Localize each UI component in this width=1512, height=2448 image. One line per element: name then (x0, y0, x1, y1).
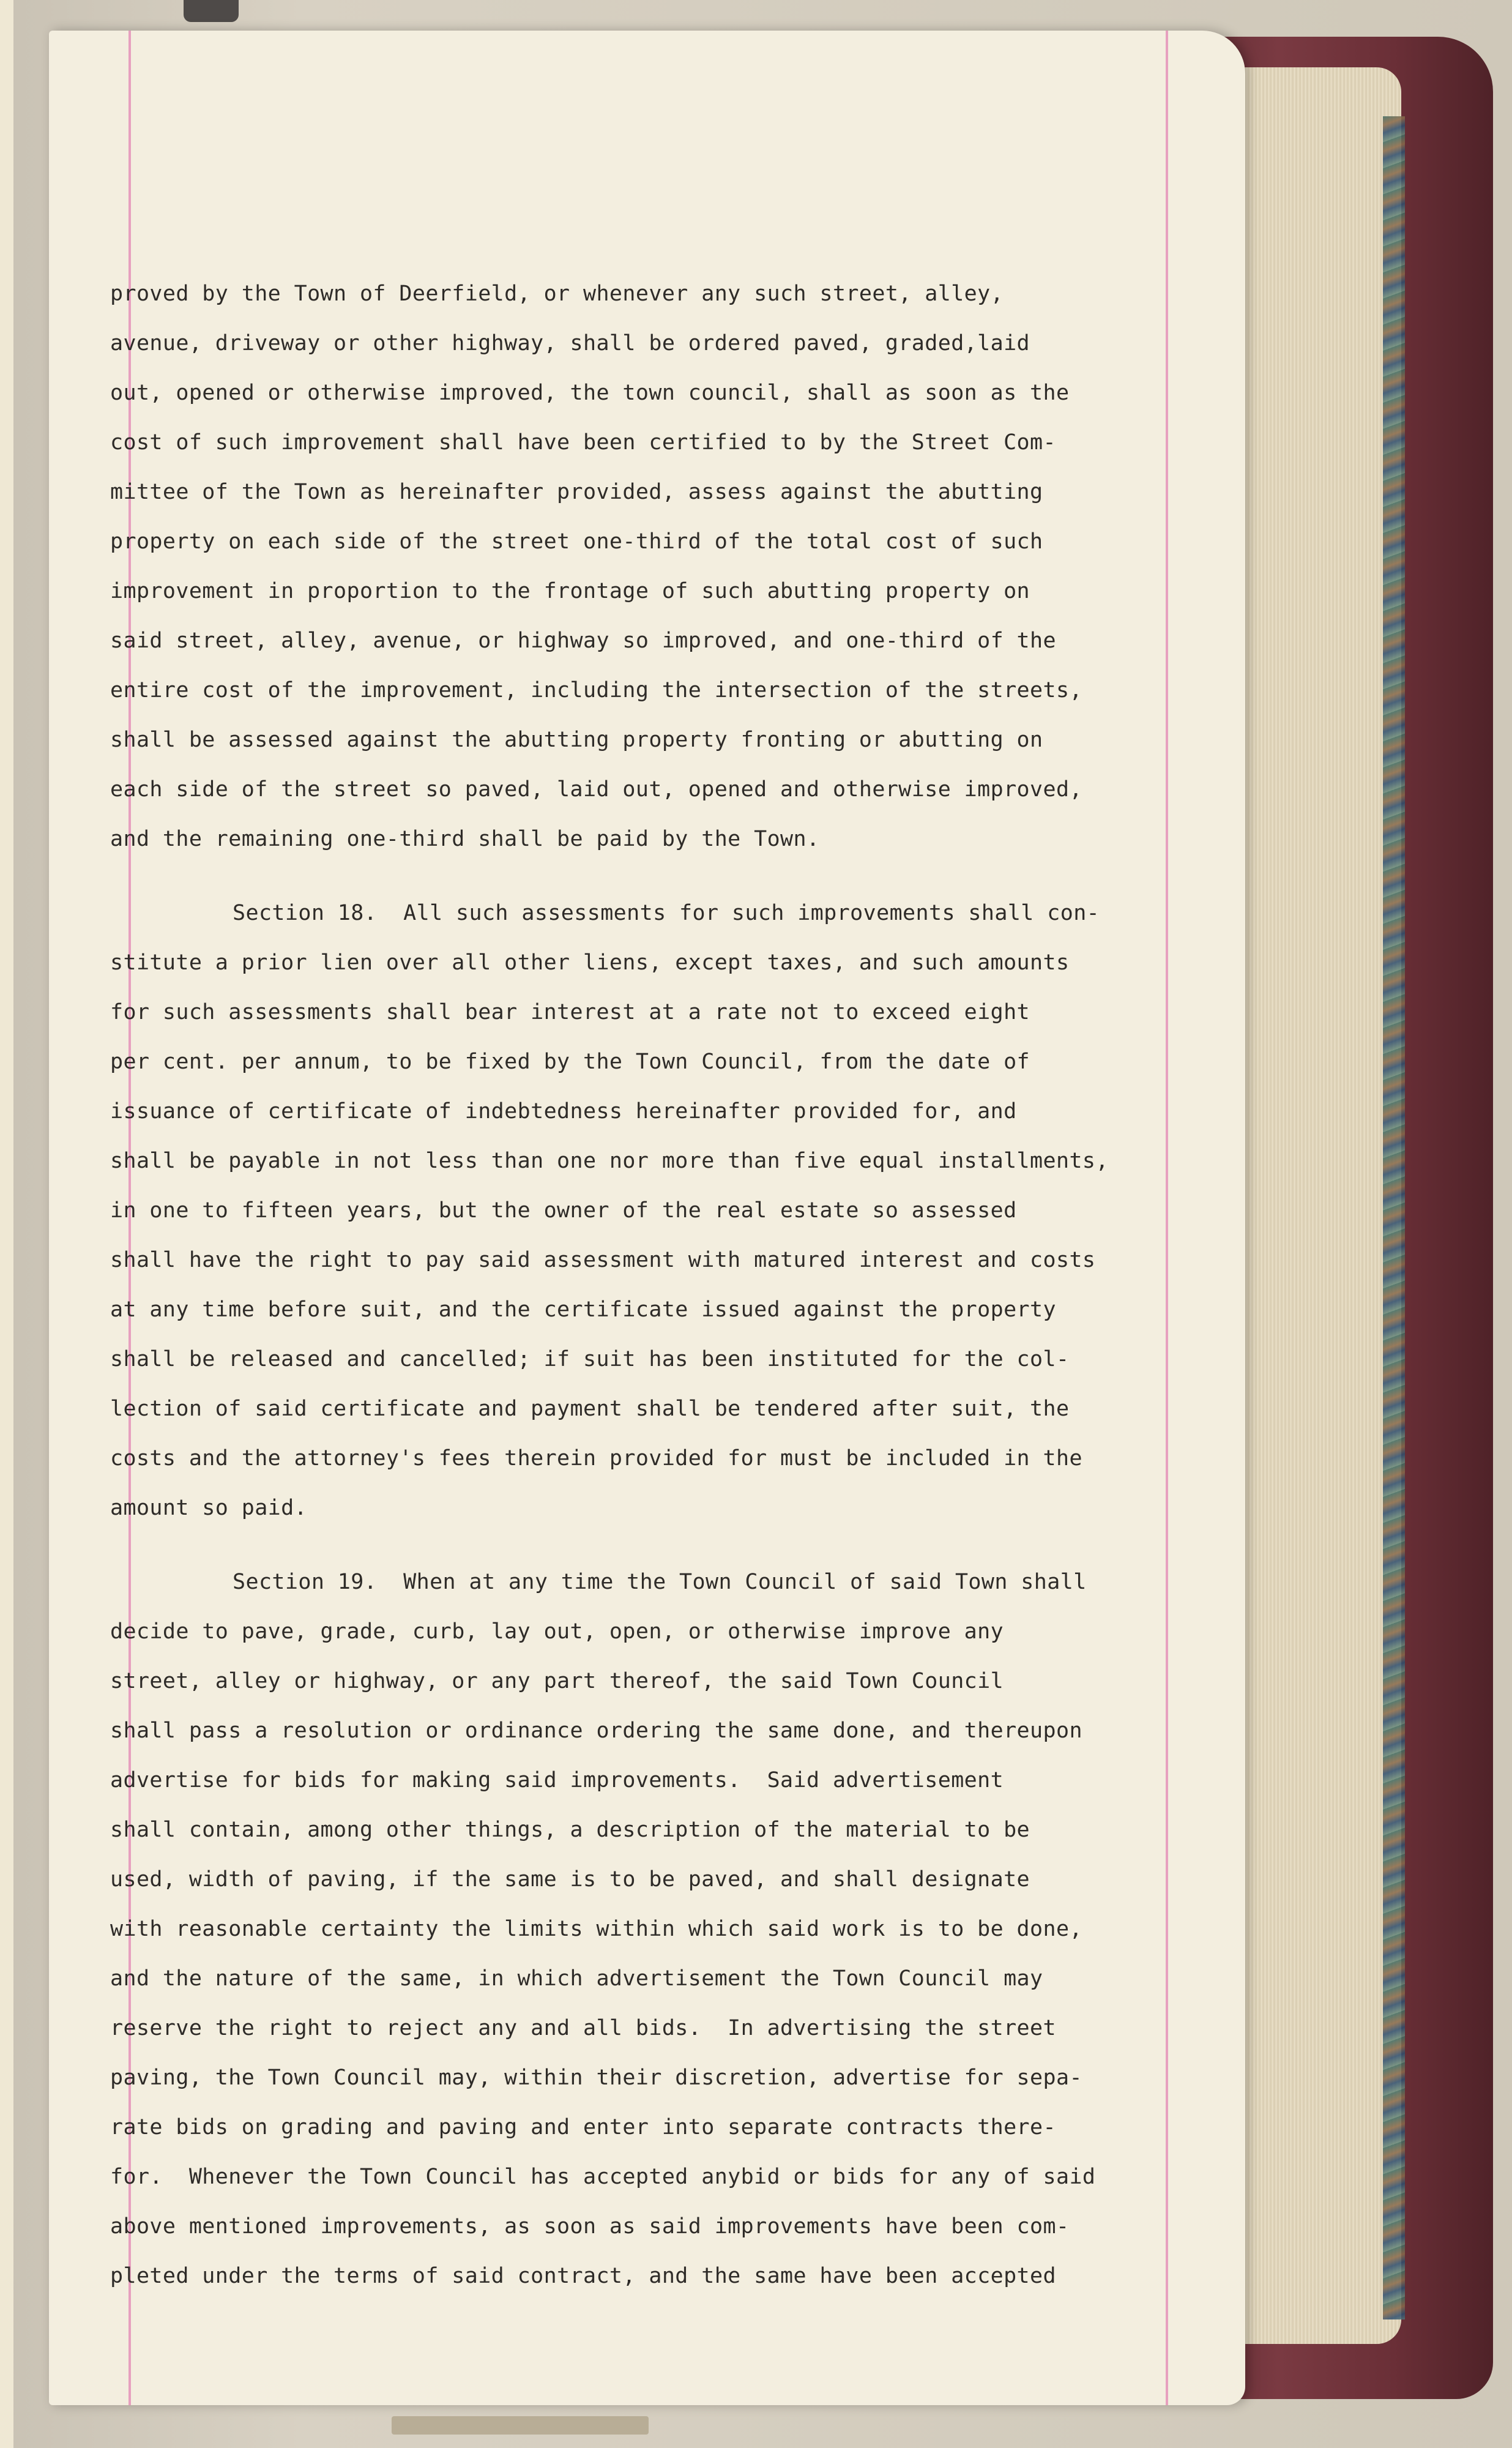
page-block-edge (1218, 67, 1401, 2344)
text-line: decide to pave, grade, curb, lay out, open, or otherwise improve any (110, 1619, 1004, 1644)
text-line: lection of said certificate and payment shall be tendered after suit, the (110, 1397, 1070, 1421)
text-line: shall contain, among other things, a description of the material to be (110, 1818, 1030, 1842)
typed-ordinance-text (110, 269, 1212, 2301)
text-line: proved by the Town of Deerfield, or whenever any such street, alley, (110, 282, 1004, 306)
text-line: said street, alley, avenue, or highway so improved, and one-third of the (110, 629, 1056, 653)
text-line: entire cost of the improvement, including the intersection of the streets, (110, 678, 1082, 703)
text-line: cost of such improvement shall have been certified to by the Street Com- (110, 430, 1056, 455)
text-line: Section 18. All such assessments for such improvements shall con- (233, 901, 1100, 925)
text-line: each side of the street so paved, laid out, opened and otherwise improved, (110, 777, 1082, 802)
binding-clip (184, 0, 239, 22)
text-line: and the nature of the same, in which advertisement the Town Council may (110, 1966, 1043, 1991)
text-line: rate bids on grading and paving and enter into separate contracts there- (110, 2115, 1056, 2140)
text-line: used, width of paving, if the same is to be paved, and shall designate (110, 1867, 1030, 1892)
text-line: property on each side of the street one-third of the total cost of such (110, 529, 1043, 554)
paragraph-gap (110, 1533, 1212, 1558)
text-line: shall be assessed against the abutting property fronting or abutting on (110, 728, 1043, 752)
text-line: issuance of certificate of indebtedness hereinafter provided for, and (110, 1099, 1017, 1124)
text-line: shall pass a resolution or ordinance ordering the same done, and thereupon (110, 1718, 1082, 1743)
text-line: out, opened or otherwise improved, the town council, shall as soon as the (110, 381, 1070, 405)
text-line: for such assessments shall bear interest at a rate not to exceed eight (110, 1000, 1030, 1024)
text-line: shall be released and cancelled; if suit has been instituted for the col- (110, 1347, 1070, 1371)
text-line: and the remaining one-third shall be paid by the Town. (110, 827, 820, 851)
text-line: shall have the right to pay said assessment with matured interest and costs (110, 1248, 1096, 1272)
text-line: above mentioned improvements, as soon as said improvements have been com- (110, 2214, 1070, 2239)
text-line: at any time before suit, and the certificate issued against the property (110, 1297, 1056, 1322)
text-line: street, alley or highway, or any part thereof, the said Town Council (110, 1669, 1004, 1693)
facing-page-edge (0, 0, 13, 2448)
bookmark-ribbon (392, 2416, 649, 2435)
text-line: pleted under the terms of said contract, and the same have been accepted (110, 2264, 1056, 2288)
text-line: mittee of the Town as hereinafter provided, assess against the abutting (110, 480, 1043, 504)
text-line: paving, the Town Council may, within their discretion, advertise for sepa- (110, 2066, 1082, 2090)
text-line: in one to fifteen years, but the owner of the real estate so assessed (110, 1198, 1017, 1223)
text-line: avenue, driveway or other highway, shall be ordered paved, graded,laid (110, 331, 1030, 356)
text-line: shall be payable in not less than one nor more than five equal installments, (110, 1149, 1109, 1173)
text-line: per cent. per annum, to be fixed by the Town Council, from the date of (110, 1050, 1030, 1074)
text-line: with reasonable certainty the limits within which said work is to be done, (110, 1917, 1082, 1941)
text-line: stitute a prior lien over all other liens, except taxes, and such amounts (110, 950, 1070, 975)
text-line: improvement in proportion to the frontage of such abutting property on (110, 579, 1030, 603)
paragraph-gap (110, 864, 1212, 889)
text-line: reserve the right to reject any and all bids. In advertising the street (110, 2016, 1056, 2040)
text-line: Section 19. When at any time the Town Council of said Town shall (233, 1570, 1087, 1594)
text-line: costs and the attorney's fees therein provided for must be included in the (110, 1446, 1082, 1471)
marbled-edge (1383, 116, 1405, 2319)
text-line: advertise for bids for making said improvements. Said advertisement (110, 1768, 1004, 1793)
text-line: for. Whenever the Town Council has accepted anybid or bids for any of said (110, 2165, 1096, 2189)
text-line: amount so paid. (110, 1496, 308, 1520)
